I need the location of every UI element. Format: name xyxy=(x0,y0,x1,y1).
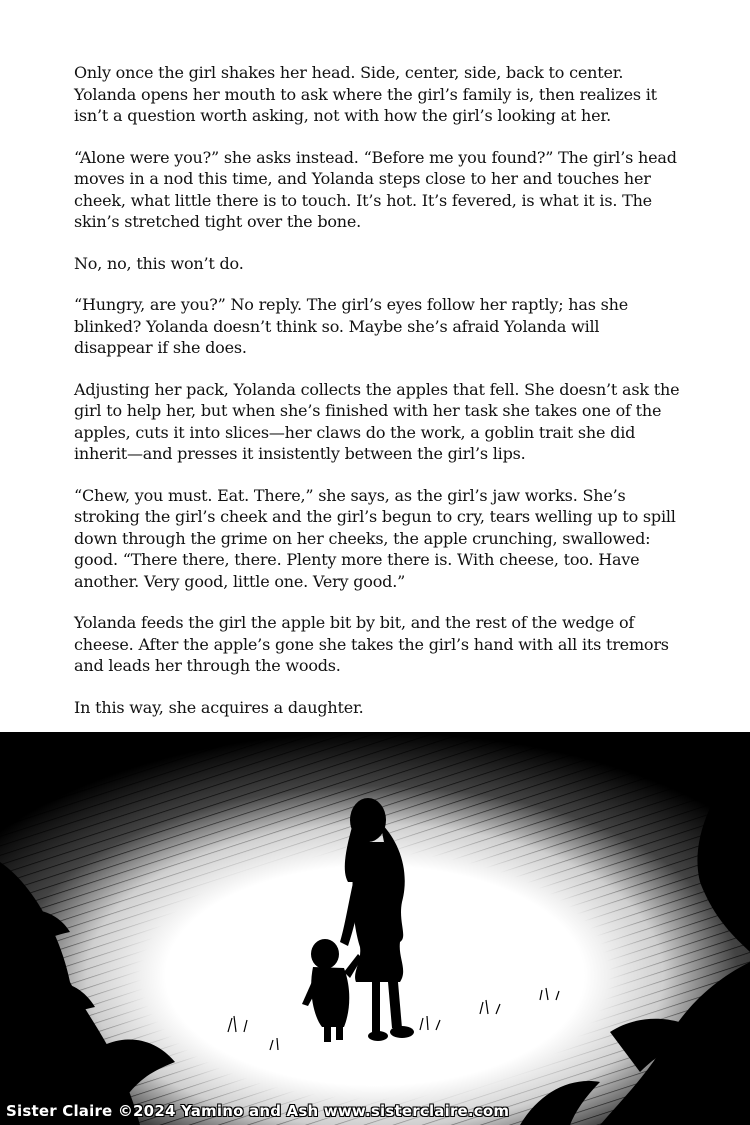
paragraph: “Chew, you must. Eat. There,” she says, as the girl’s jaw works. She’s stroking the girl’s cheek and the girl’s begun to cry, tears welling up to spill down through the grime on her cheeks, the apple crunching, swallowed: good. “There there, there. Plenty more there is. With cheese, too. Have another. Very good, little one. Very good.” xyxy=(74,485,676,591)
forest-scene-art xyxy=(0,732,750,1125)
forest-illustration xyxy=(0,732,750,1125)
paragraph: Only once the girl shakes her head. Side, center, side, back to center. Yolanda opens her mouth to ask where the girl’s family is, then realizes it isn’t a question worth asking, not with how the girl’s looking at her. xyxy=(74,63,657,125)
paragraph: “Hungry, are you?” No reply. The girl’s eyes follow her raptly; has she blinked? Yolanda doesn’t think so. Maybe she’s afraid Yolanda will disappear if she does. xyxy=(74,295,629,357)
paragraph: No, no, this won’t do. xyxy=(74,253,244,273)
paragraph: Yolanda feeds the girl the apple bit by bit, and the rest of the wedge of cheese. After the apple’s gone she takes the girl’s hand with all its tremors and leads her through the woods. xyxy=(74,613,669,675)
paragraph: “Alone were you?” she asks instead. “Before me you found?” The girl’s head moves in a nod this time, and Yolanda steps close to her and touches her cheek, what little there is to touch. It’s hot. It’s fevered, is what it is. The skin’s stretched tight over the bone. xyxy=(74,147,677,231)
credit-line: Sister Claire ©2024 Yamino and Ash www.sisterclaire.com xyxy=(6,1102,510,1120)
paragraph: In this way, she acquires a daughter. xyxy=(74,697,364,717)
paragraph: Adjusting her pack, Yolanda collects the apples that fell. She doesn’t ask the girl to help her, but when she’s finished with her task she takes one of the apples, cuts it into slices—her claws do the work, a goblin trait she did inherit—and presses it insistently between the girl’s lips. xyxy=(74,379,680,463)
story-text xyxy=(74,62,680,738)
